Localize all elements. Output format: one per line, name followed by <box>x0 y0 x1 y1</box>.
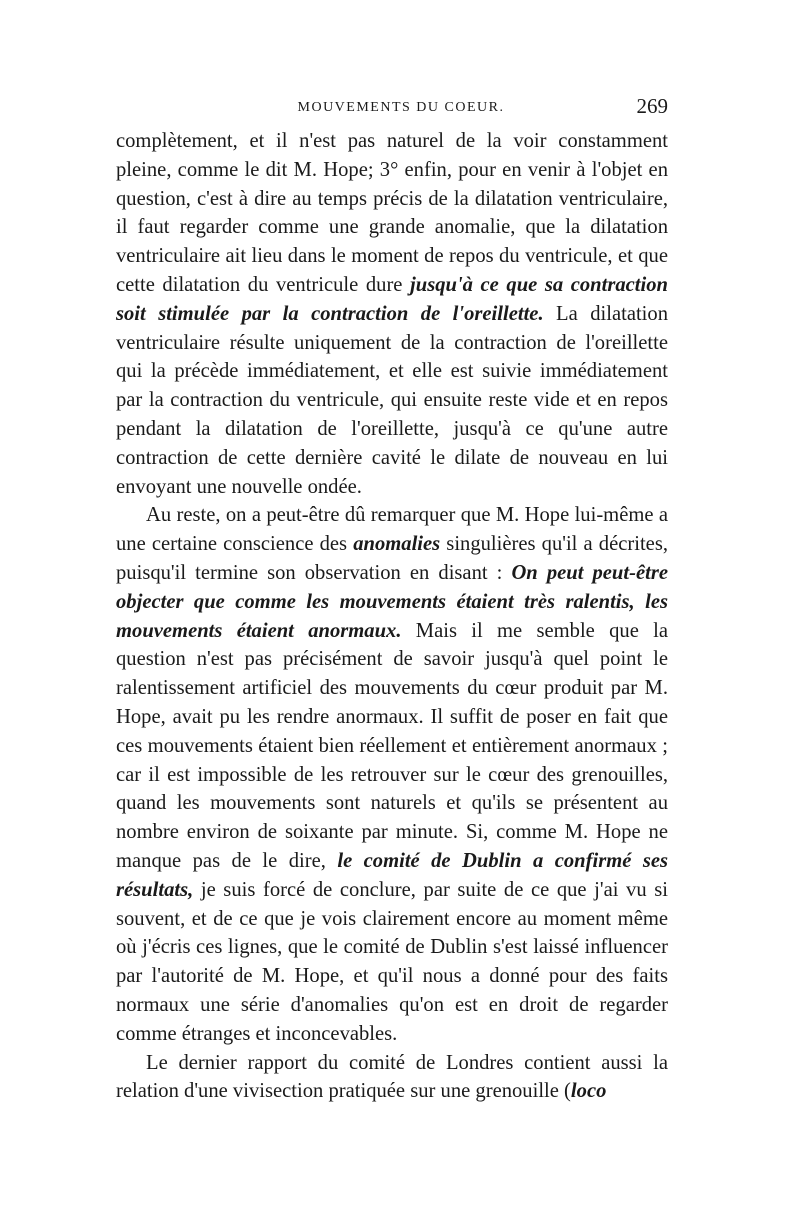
italic-segment: le comité de Dublin a confirmé ses résultats, <box>116 849 668 901</box>
text-segment: Au reste, on a peut-être dû remarquer que M. Hope lui-même a une certaine conscience des <box>116 504 668 556</box>
text-segment: Mais il me semble que la question n'est pas précisément de savoir jusqu'à quel point le ralentissement artificiel des mouvements du cœur produit par M. Hope, avait pu les rendre anormaux. Il suffit de poser en fait que ces mouvements étaient bien réellement et entièrement anormaux ; car il est impossible de les retrouver sur le cœur des grenouilles, quand les mouvements sont naturels et qu'ils se présentent au nombre environ de soixante par minute. Si, comme M. Hope ne manque pas de le dire, <box>116 619 669 872</box>
running-head <box>134 94 668 120</box>
paragraph-3 <box>116 1049 668 1107</box>
text-segment: je suis forcé de conclure, par suite de ce que j'ai vu si souvent, et de ce que je vois clairement encore au moment même où j'écris ces lignes, que le comité de Dublin s'est laissé influencer par l'autorité de M. Hope, et qu'il nous a donné pour des faits normaux une série d'anomalies qu'on est en droit de regarder comme étranges et inconcevables. <box>116 878 668 1045</box>
text-segment: complètement, et il n'est pas naturel de la voir constamment pleine, comme le dit M. Hope; 3° enfin, pour en venir à l'objet en question, c'est à dire au temps précis de la dilatation ventriculaire, il faut regarder comme une grande anomalie, que la dilatation ventriculaire ait lieu dans le moment de repos du ventricule, et que cette dilatation du ventricule dure <box>116 130 668 296</box>
paragraph-2 <box>116 501 668 1048</box>
italic-segment: anomalies <box>353 533 441 556</box>
italic-segment: jusqu'à ce que sa contraction soit stimulée par la contraction de l'oreillette. <box>116 273 668 325</box>
running-title: MOUVEMENTS DU COEUR. <box>297 100 505 115</box>
paragraph-1 <box>116 127 668 501</box>
text-segment: La dilatation ventriculaire résulte uniquement de la contraction de l'oreillette qui la précède immédiatement, et elle est suivie immédiatement par la contraction du ventricule, qui ensuite reste vide et en repos pendant la dilatation de l'oreillette, jusqu'à ce qu'une autre contraction de cette dernière cavité le dilate de nouveau en lui envoyant une nouvelle ondée. <box>116 302 668 498</box>
body-text <box>116 127 668 1106</box>
text-segment: Le dernier rapport du comité de Londres contient aussi la relation d'une vivisection pratiquée sur une grenouille ( <box>116 1051 668 1103</box>
page-number: 269 <box>636 94 668 118</box>
text-segment: singulières qu'il a décrites, puisqu'il termine son observation en disant : <box>116 533 668 584</box>
italic-segment: loco <box>570 1080 607 1103</box>
italic-segment: On peut peut-être objecter que comme les mouvements étaient très ralentis, les mouvements étaient anormaux. <box>116 561 668 642</box>
